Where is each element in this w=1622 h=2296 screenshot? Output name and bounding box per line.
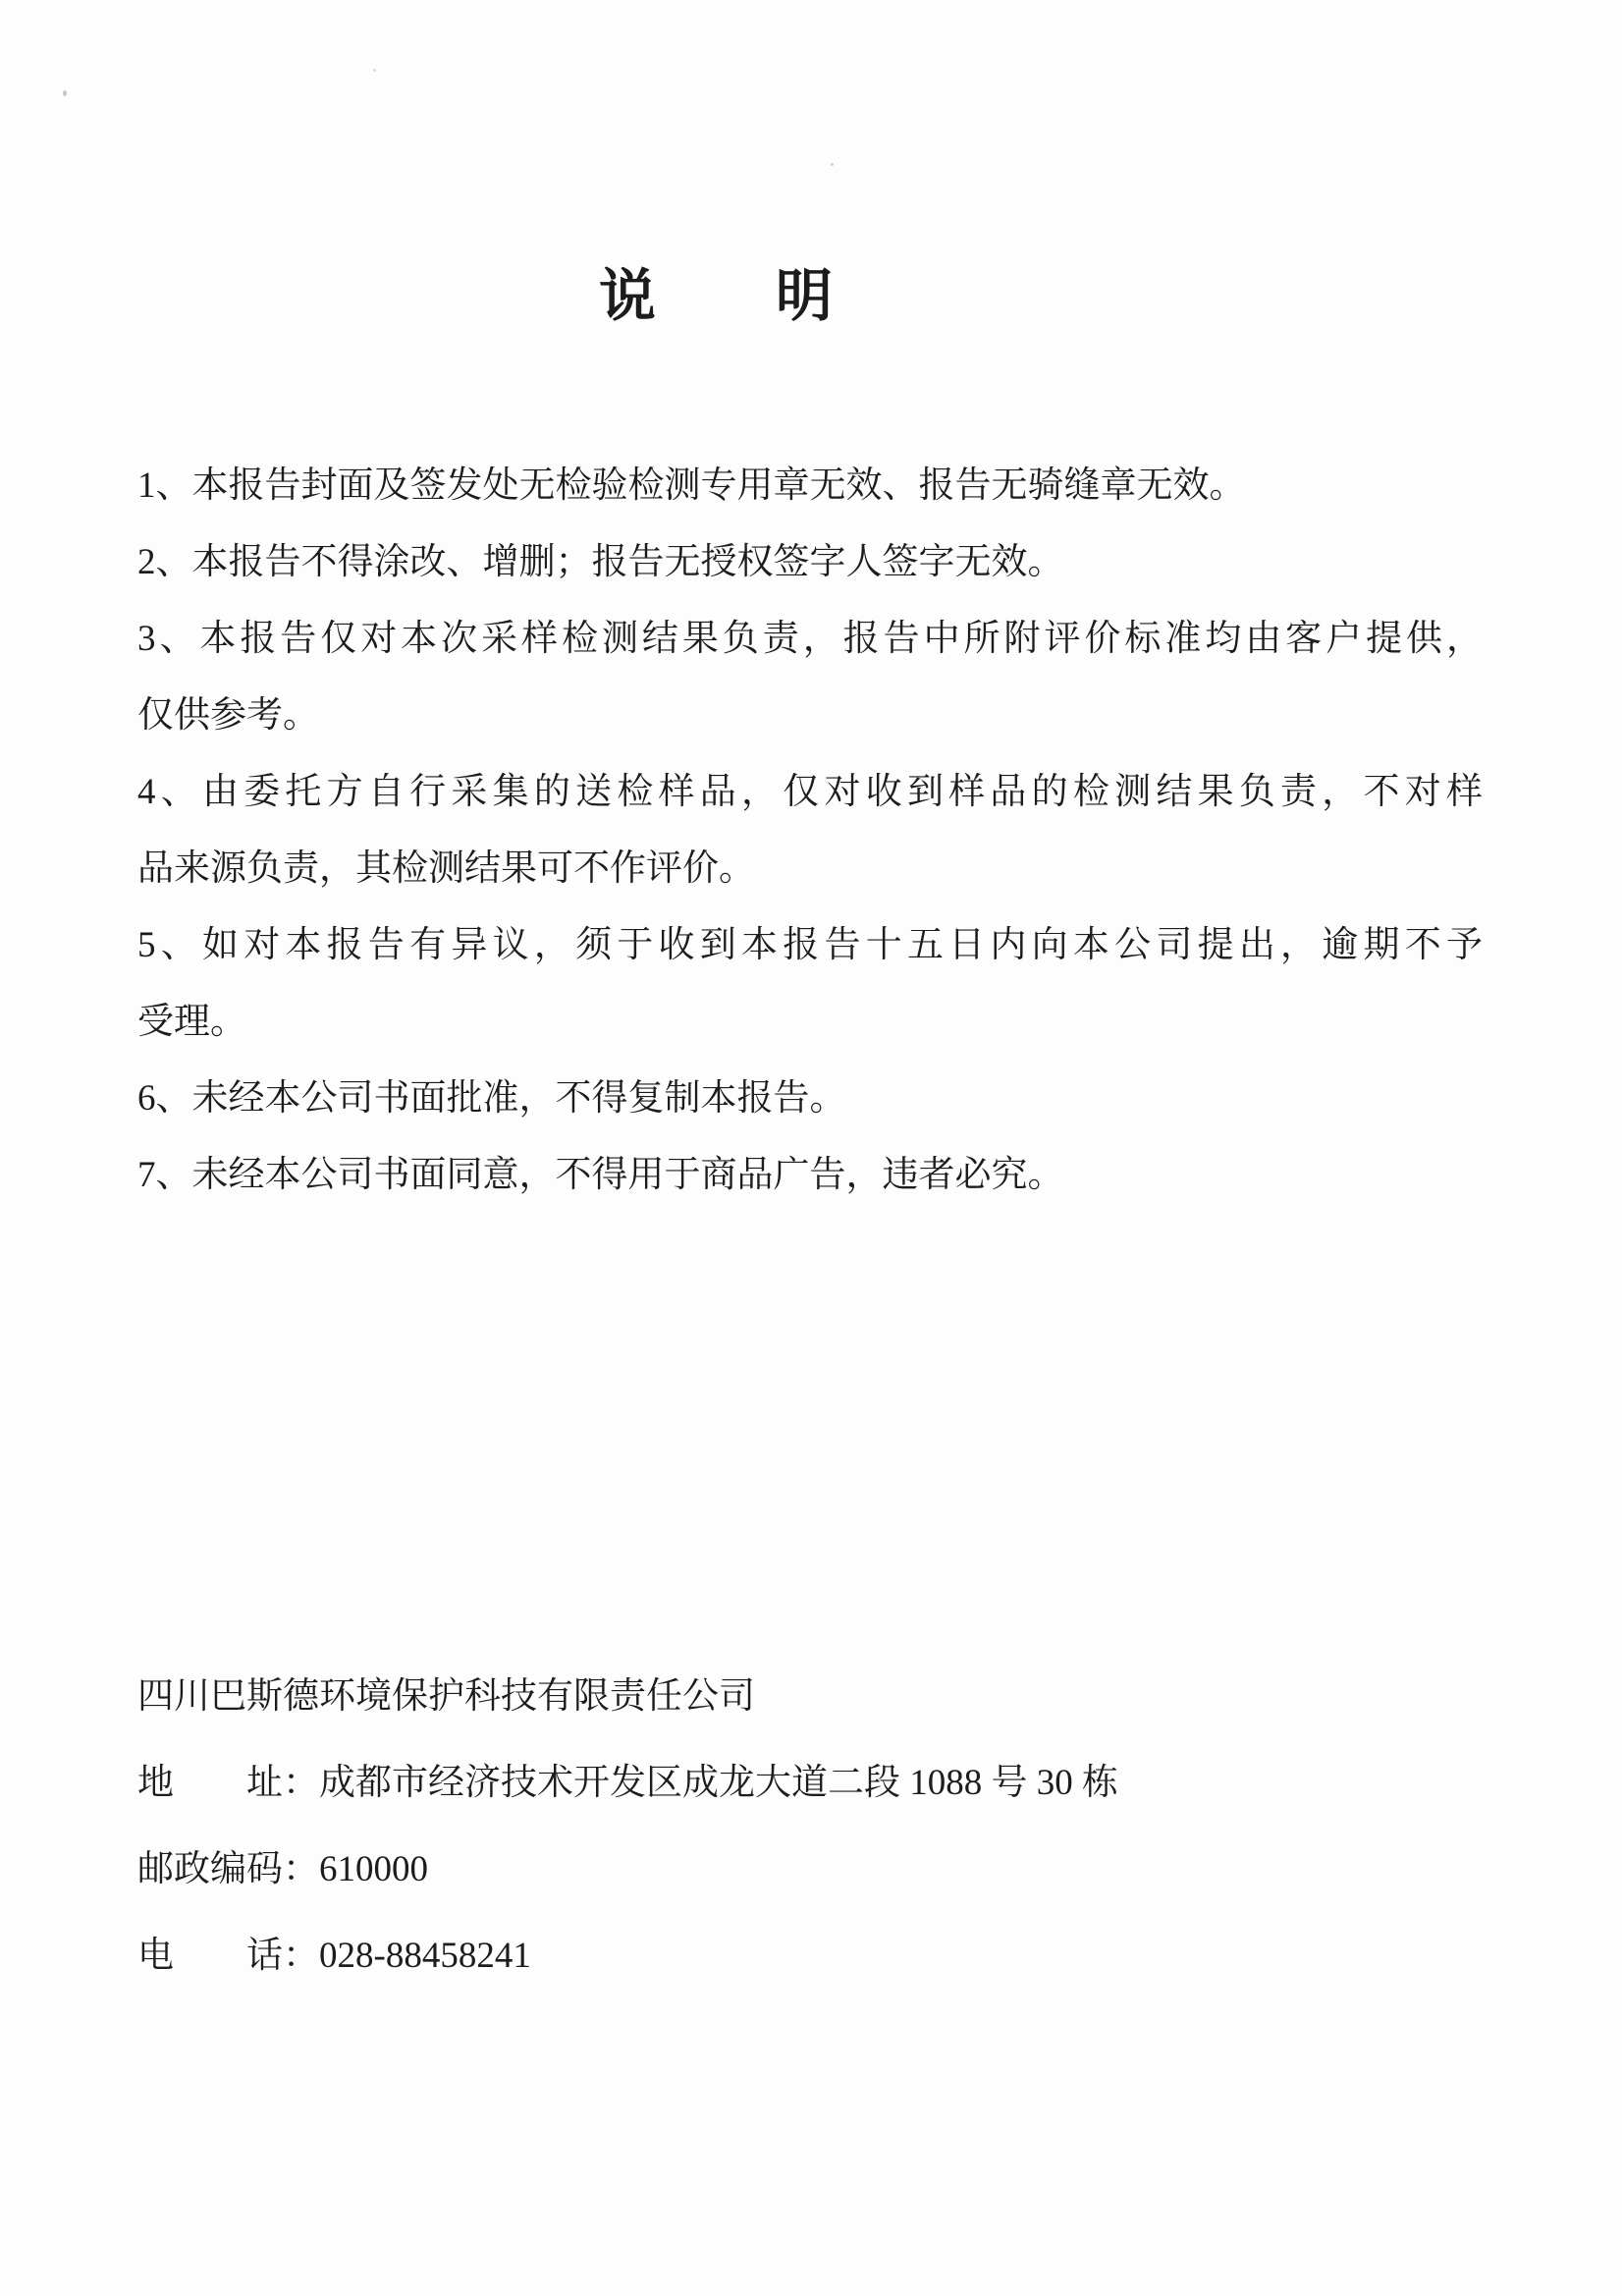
note-line: 1、本报告封面及签发处无检验检测专用章无效、报告无骑缝章无效。 [137,465,1246,506]
phone-value: 028-88458241 [319,1936,531,1976]
note-line: 3、本报告仅对本次采样检测结果负责，报告中所附评价标准均由客户提供， [137,619,1483,659]
page-content [0,261,1622,1999]
phone-label: 电 话： [137,1936,319,1976]
page-title: 说 明 [598,264,835,328]
postcode-label: 邮政编码： [137,1849,319,1889]
postcode-value: 610000 [319,1849,428,1889]
scan-speck [63,90,67,96]
note-line: 受理。 [137,1002,246,1042]
note-line: 品来源负责，其检测结果可不作评价。 [137,848,755,889]
note-line: 5、如对本报告有异议，须于收到本报告十五日内向本公司提出，逾期不予 [137,925,1483,965]
footer-block [137,1654,1483,1999]
company-name: 四川巴斯德环境保护科技有限责任公司 [137,1676,755,1717]
note-line: 2、本报告不得涂改、增删；报告无授权签字人签字无效。 [137,542,1064,582]
note-line: 7、未经本公司书面同意，不得用于商品广告，违者必究。 [137,1155,1064,1195]
note-line: 仅供参考。 [137,695,319,736]
note-line: 4、由委托方自行采集的送检样品，仅对收到样品的检测结果负责，不对样 [137,772,1483,812]
scan-speck [373,69,376,72]
note-line: 6、未经本公司书面批准，不得复制本报告。 [137,1078,846,1119]
scan-speck [831,163,834,166]
address-label: 地 址： [137,1763,319,1803]
phone-line [137,1913,1483,1999]
address-line [137,1740,1483,1827]
postcode-line [137,1827,1483,1913]
notes-list [137,448,1483,1214]
address-value: 成都市经济技术开发区成龙大道二段 1088 号 30 栋 [319,1763,1118,1803]
